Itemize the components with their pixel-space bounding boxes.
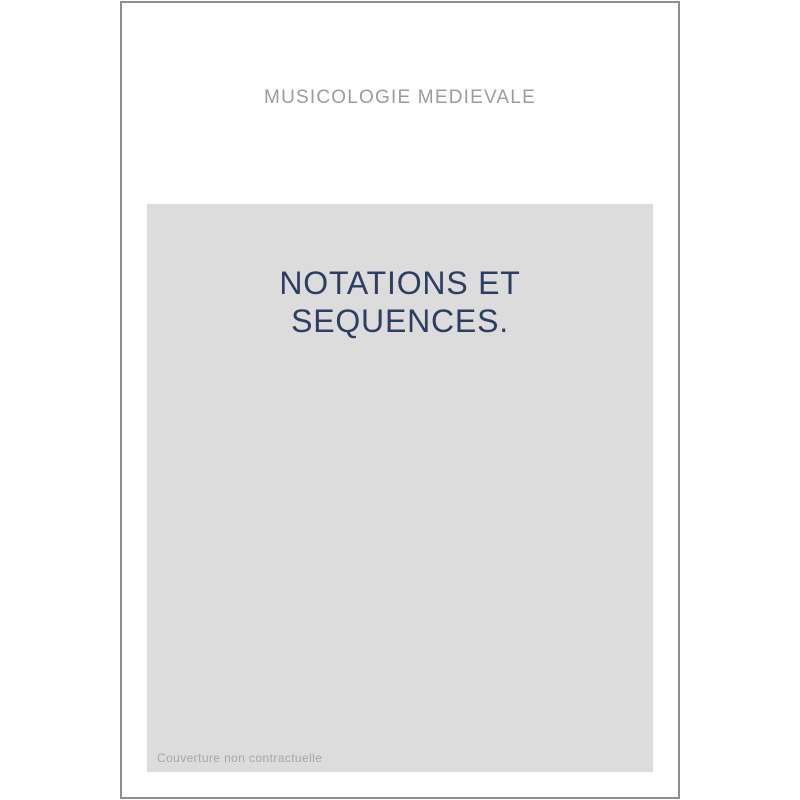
cover-disclaimer: Couverture non contractuelle	[157, 751, 323, 765]
book-title-line-2: SEQUENCES.	[291, 303, 509, 339]
cover-page	[120, 1, 680, 799]
book-title-line-1: NOTATIONS ET	[279, 265, 521, 301]
title-panel	[147, 204, 653, 772]
publisher-name: MUSICOLOGIE MEDIEVALE	[264, 87, 536, 108]
book-title	[147, 264, 653, 340]
